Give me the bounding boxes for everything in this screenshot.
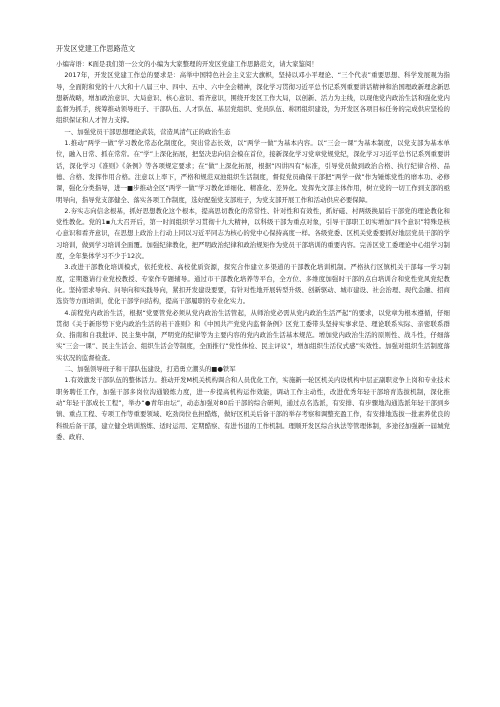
section-heading-two: 二、加强领导班子和干部队伍建设，打造勇立潮头的■●铁军 bbox=[64, 365, 236, 374]
paragraph-item-2: 2.夯实志向信念根基，抓好思想教化这个根本，提高思切教化的常常性、针对性和有效性，抓好磁、村两级换届后干部党的理论教化和党性教化。党的1▪九大召开后，第一时间组织学习贯彻十九大精神，以科级干部为重点对象，引导干部职工切实增加“四个意识”特殊是核心意识和看齐意识，在思想上政治上行动上同以习近平同志为核心的党中心保持高度一样。各级党委、区机关党委要抓好地层党员干部的学习培训，做到学习培训全面覆。加强纪律教化，把严明政治纪律和政治规矩作为党员干部培训的重要内容。完善区党工委理论中心组学习制度，全年集体学习不少于12次。 bbox=[56, 206, 450, 261]
paragraph-item-5: 1.有效激发干部队伍的整体活力。推动开发M机关机构调合和人员优化工作，实施新一轮区机关内设机构中层正副职竞争上岗和专业技术职务聘任工作，加强干部多岗位沟通锻炼力度，进一步提高机构运作效能，调动工作主动性，改进优秀年轻干部培育选拔机制，深化推动“年轻干部成长工程”，举办“●青年由坛”，动态加强对80后干部的综合研判，通过点名选派，有安排、有步骤地沟通选派年轻干部到乡镇、重点工程、专项工作等重要领域、吃劲岗位也担酷炼，做好区机关后备干部的举存考察和调整充盈工作，有安排地选拔一批素养优良的科级后备干部，建立健全培训熬炼、适时运用、定期酷察、有进书退的工作机制。理顺开发区综合执法等管理体制，多途径加强新一届城党委、政府、 bbox=[56, 376, 450, 441]
overview-paragraph: 2017年，开发区党建工作总的要求是：高举中国特色社会主义宏大旗帜，坚持以邓小平理论、“三个代表”重要思想、科学发展观为指导，全面附和党的十八大和十八届三中、四中、五中、六中全会精神，深化学习贯彻习近平总书记系列重要讲话精神和治国理政新理念新思想新战略，增加政治意识、大局意识、核心意识、看齐意识，围绕开发区工作大局，以创新、活力为主线，以现他党内政治生活和强化党内监督为抓手，统筹推动领导班子、干部队伍、人才队伍、基层党组织、党员队伍、称团组织建设，为开发区各项目标任务的完成供应坚检的组织保证和人才智力支撑。 bbox=[56, 71, 450, 125]
section-heading-one: 一、加强党员干部思想理论武装，营造风清气正的政治生态 bbox=[64, 127, 231, 136]
paragraph-item-1: 1.推动“两学一做”学习教化常态化制度化，突出常态长效，以“两学一做”为基本内容。以“三会一课”为基本制度，以党支部为基本单位，融入日常、抓在常常。在“学”上深化拓展，把坚决忠向信会模在首位，接新深化学习党章党规党纪，深化学习习近平总书记系列重要讲话，深化学习《准则》《条例》等各项规定要求；在“做”上深化拓展，根据“四讲四有”标准，引导党员做到政治合格、执行纪律合格、品德、合格、发挥作用合格。注意以上率下，严格和规范双池组织生活制度，督促党员确保干部把“两学一做”作为锤炼党性的磨本功、必修课，强化分类指导，进一■步推动全区“两学一做”学习教化详细化、精准化、差异化。发挥先文部主体作用，树立党的一切工作到支部的亟明导向，指导党支部健全、落实各项工作制度，选好配强党支部班子，为党支部开展工作和活动供应必要保障。 bbox=[56, 139, 450, 204]
intro-paragraph: 小编寄语：K面是我们第一公文的小编为大家整理的开发区党建工作思路范文，请大家鉴阅！ bbox=[56, 60, 318, 68]
document-title: 开发区党建工作思路范文 bbox=[56, 44, 136, 53]
paragraph-item-3: 3.改进干部教化培训模式，依托党校、高校优质资源，探究合作建立多渠道的干部教化培训机制。严格执行区镇机关干部每一学习制度，定期邀请行业党校教授、专家作专题辅导。通过市干部教化培养等平台，全方位、多维度加强时干部的点白培训合和党性党风党纪教化。坚持需求导向、问导向和实践导向，紧扣开发建设要要，有针对性地开展转型升级、创新驱动、城市建设、社会治理、现代金融、招商选资等方面培训，优化干部学问结构，提高干部履职的专业化实力。 bbox=[56, 263, 450, 306]
paragraph-item-4: 4.前程党内政治生活，根据“党要管党必须从党内政治生活管起，从师治党必需从党内政治生活严起”的要求，以党章为根本遵循，仔细贯彻《关于新形势下党内政治生活的若干准则》和《中国共产党党内监督条例》区党工委带头坚持实事求是、理论联系实际、亲密联系群众、指南和自我批评、民主集中制，严明党的纪律等为主要内容的党内政治生活基本规范。增加党内政治生活的原则性、战斗性，仔细落实“三会一课”、民主生活会、组织生活会等制度，全面推行“党性体检、民主评议”，增加组织生活仪式感”实效性。加强对组织生活制度落实状况的监督检查。 bbox=[56, 308, 450, 362]
